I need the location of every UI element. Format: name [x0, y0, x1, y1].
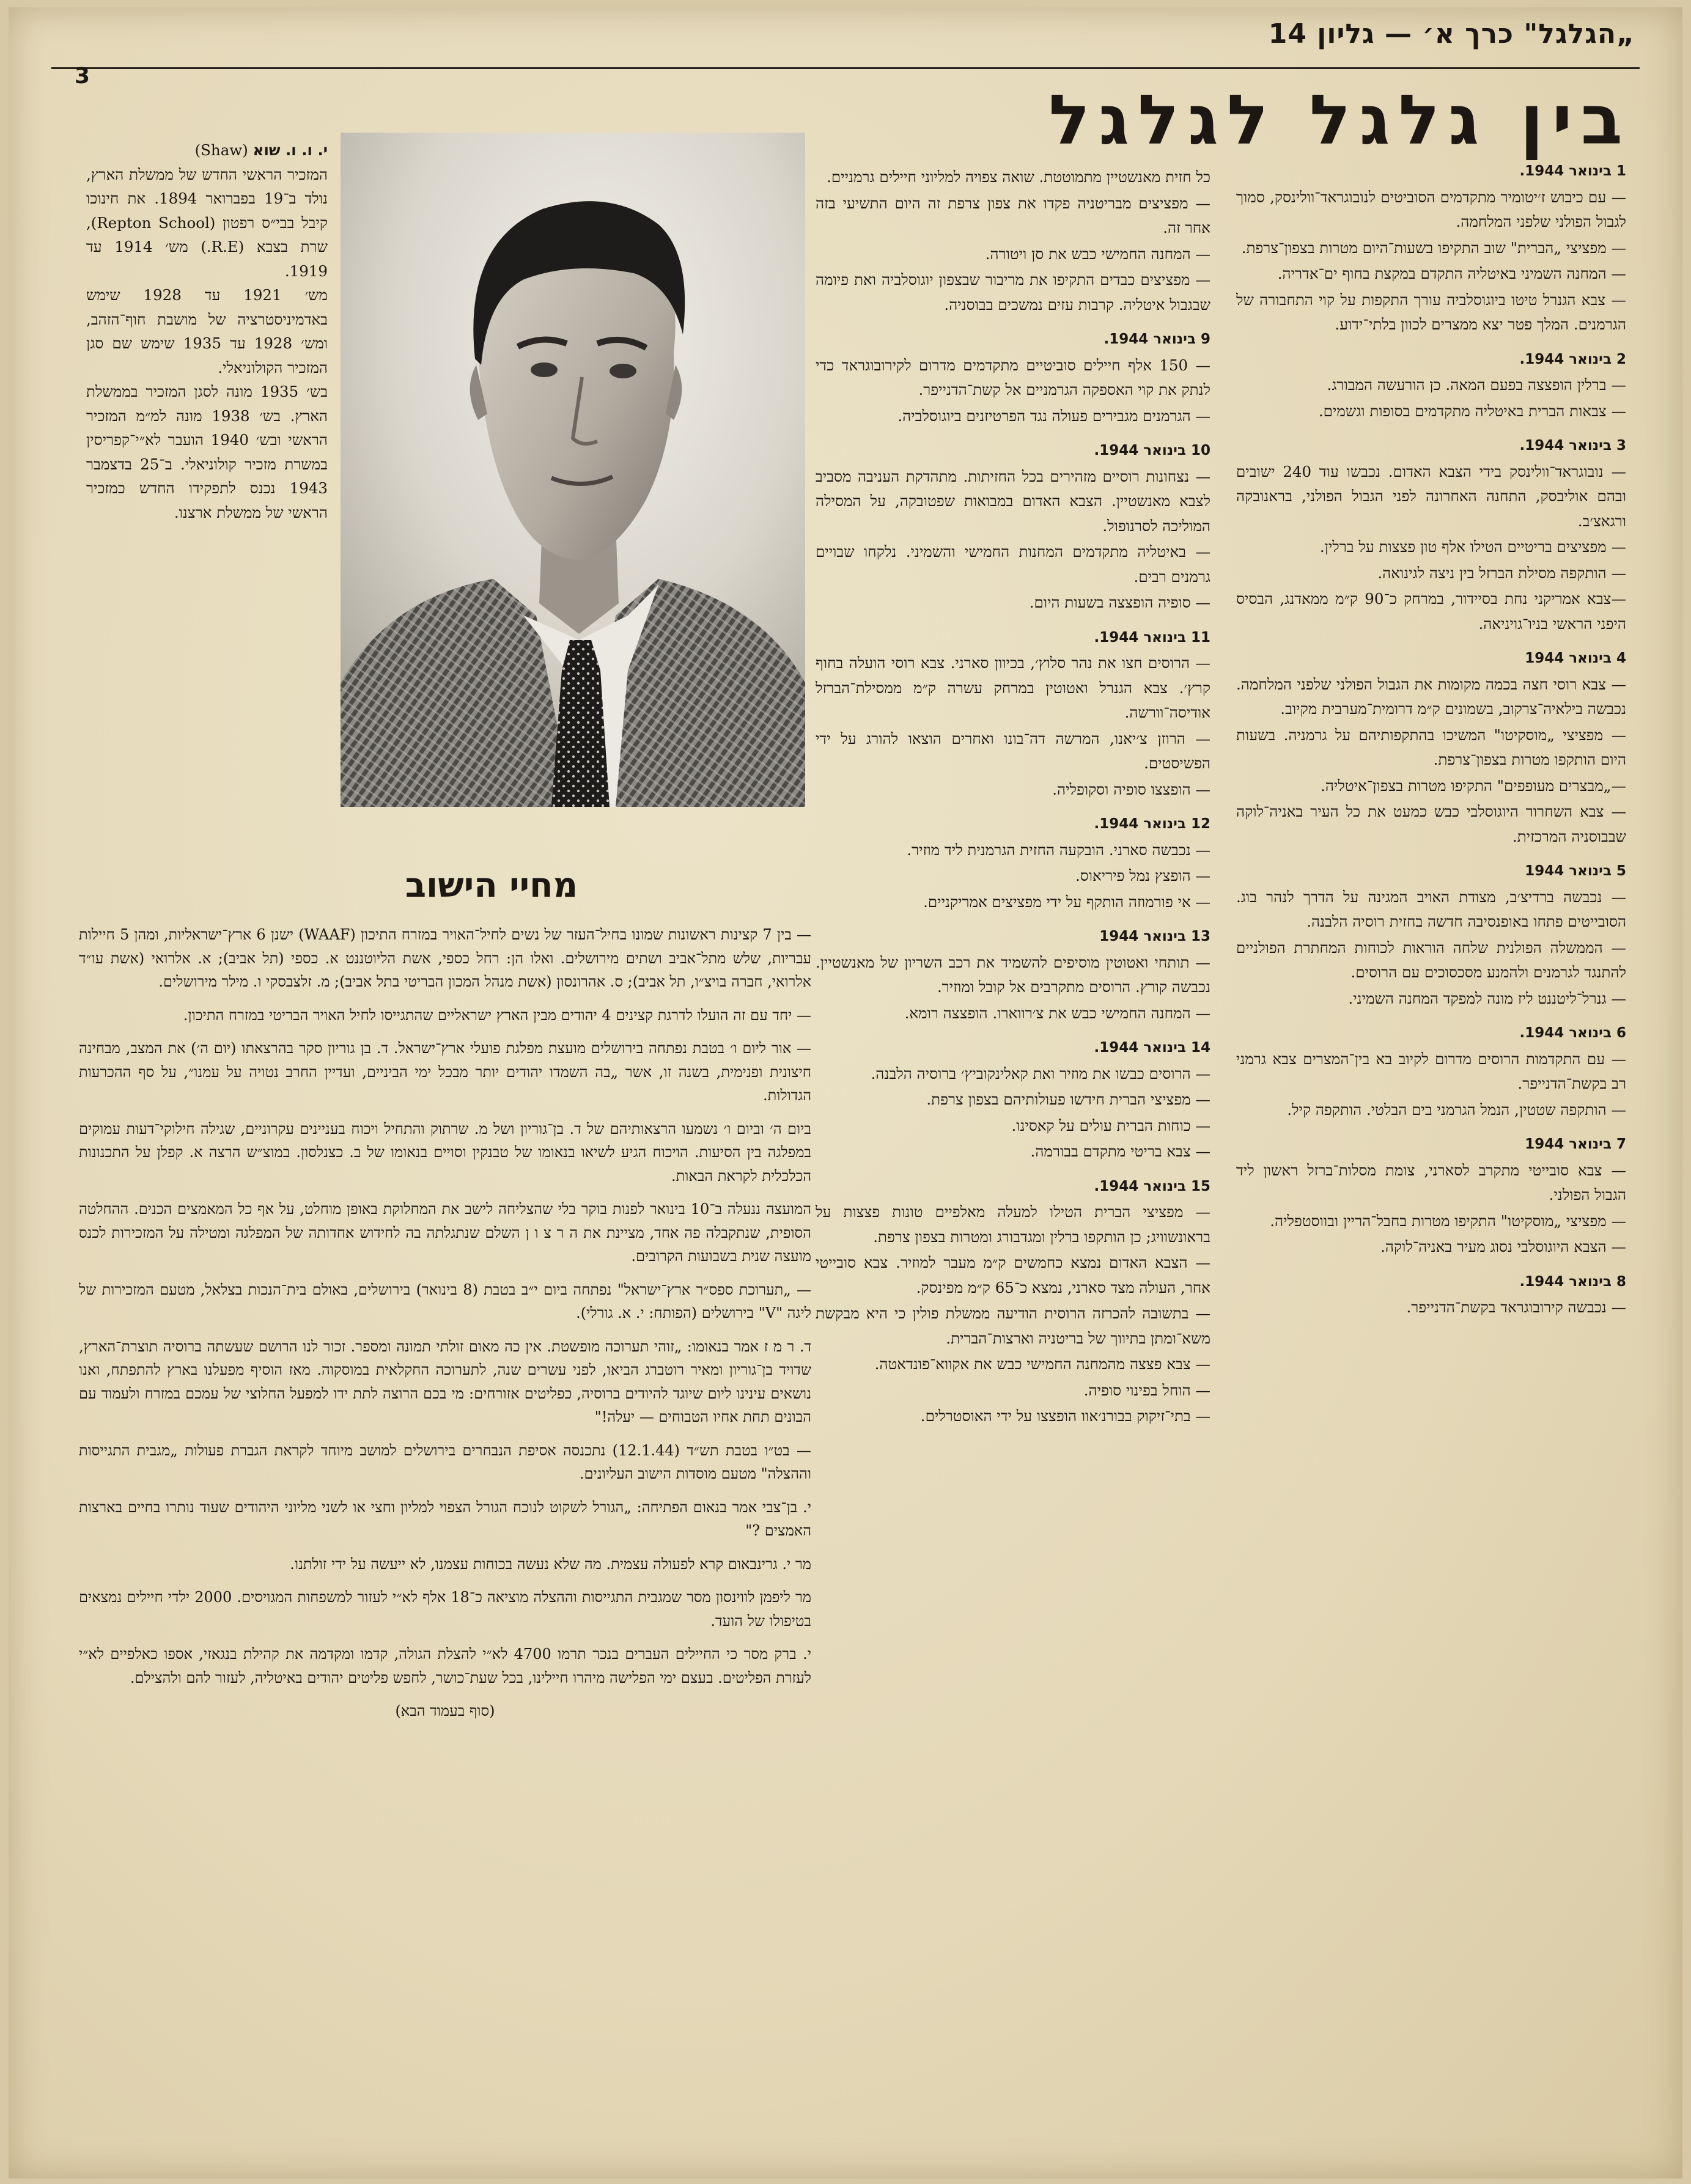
entry-paragraph: — מפציצי „מוסקיטו" התקיפו מטרות בחבל־הריין ובווסטפליה. [1270, 1211, 1626, 1230]
entry-paragraph: — תותחי ואטוטין מוסיפים להשמיד את רכב השריון של מאנשטיין. נכבשה קורץ. הרוסים מתקרבים אל קובל ומוזיר. [816, 953, 1210, 996]
entry-paragraph: — כוחות הברית עולים על קאסינו. [1011, 1116, 1210, 1134]
entry-paragraph: — מפציצי „הברית" שוב התקיפו בשעות־היום מטרות בצפון־צרפת. [1241, 238, 1626, 257]
section-title: מחיי הישוב [405, 866, 578, 905]
news-paragraph: — בין 7 קצינות ראשונות שמונו בחיל־העזר של נשים לחיל־האויר במזרח התיכון (WAAF) ישנן 6 ארץ־ישראליות, ומהן 5 חיילות עבריות, שלש מתל־אביב ושתים מירושלים. ואלו הן: רחל כספי, אשת הליוטננט א. כספי (תל אביב); א. אלרואי (אשת עו״ד אלרואי, חברה בויצ״ו, תל אביב); ס. אהרונסון (אשת מנהל המכון הבריטי בתל אביב); מ. זלצבסקי ו. מילר מירושלים. [79, 926, 811, 990]
entry-date: 11 בינואר 1944. [1094, 629, 1210, 645]
entry-paragraph: — מפציצים מבריטניה פקדו את צפון צרפת זה היום התשיעי בזה אחר זה. [816, 194, 1210, 237]
entry-date: 6 בינואר 1944. [1519, 1025, 1626, 1041]
entry-paragraph: — נכבשה קירובוגראד בקשת־הדנייפר. [1406, 1298, 1626, 1316]
entry-paragraph: כל חזית מאנשטיין מתמוטטת. שואה צפויה למליוני חיילים גרמניים. [827, 168, 1210, 186]
entry-paragraph: — צבא הגנרל טיטו ביוגוסלביה עורך התקפות על קוי התחבורה של הגרמנים. המלך פטר יצא ממצרים לכוון בלתי־ידוע. [1236, 290, 1626, 333]
bio-paragraph: מש׳ 1921 עד 1928 שימש באדמיניסטרציה של מושבת חוף־הזהב, ומש׳ 1928 עד 1935 שימש שם סגן המזכיר הקולוניאלי. [86, 286, 328, 377]
news-paragraph: מר י. גרינבאום קרא לפעולה עצמית. מה שלא נעשה בכוחות עצמנו, לא ייעשה על ידי זולתנו. [290, 1555, 811, 1573]
news-paragraph: מר ליפמן לווינסון מסר שמגבית התגייסות וההצלה מוציאה כ־18 אלף לא״י לעזור למשפחות המגויסים. 2000 ילדי חיילים נמצאים בטיפולו של הועד. [79, 1589, 811, 1630]
news-paragraph: ד. ר מ ז אמר בנאומו: „זוהי תערוכה מופשטת. אין כה מאום זולתי תמונה ומספר. זכור לנו הרושם שעשתה ברוסיה תוצרת־הארץ, שדויד בן־גוריון ומאיר רוטברג הביאו, לפני עשרים שנה, לתערוכה החקלאית במוסקוה. מאז הוסיף מפעלנו בארץ להתפתח, ואנו נושאים עינינו ליום שיוגד להיודים ברוסיה, כפליטים אזורחים: מי בכם הרוצה לתת ידו למפעל החלוצי של עמכם במזרח ולעמוד עם הבונים תחת אחיו הטבוחים — יעלה!" [79, 1337, 811, 1425]
entry-paragraph: — צבא רוסי חצה בכמה מקומות את הגבול הפולני שלפני המלחמה. נכבשה בילאיה־צרקוב, בשמונים ק״מ דרומית־מערבית מקיוב. [1236, 675, 1626, 718]
entry-paragraph: — נכבשה ברדיצ׳ב, מצודת האויב המגינה על הדרך לנהר בוג. הסובייטים פתחו באופנסיבה חדשה בחזית רוסיה הלבנה. [1236, 888, 1626, 930]
entry-paragraph: — מפציצים בריטיים הטילו אלף טון פצצות על ברלין. [1319, 538, 1626, 556]
entry-date: 7 בינואר 1944 [1525, 1136, 1626, 1152]
chronicle-column-middle [816, 165, 1210, 1429]
news-paragraph: — בט״ו בטבת תש״ד (12.1.44) נתכנסה אסיפת הנבחרים בירושלים למושב מיוחד לקראת הגברת פעולות „מגבית התגייסות וההצלה" מטעם מוסדות הישוב העליונים. [79, 1441, 811, 1482]
entry-paragraph: —צבא אמריקני נחת בסיידור, במרחק כ־90 ק״מ ממאדנג, הבסיס היפני הראשי בניו־גויניאה. [1236, 590, 1626, 633]
entry-date: 14 בינואר 1944. [1094, 1040, 1210, 1056]
news-paragraph: — יחד עם זה הועלו לדרגת קצינים 4 יהודים מבין הארץ ישראליים שהתגייסו לחיל האויר הבריטי במזרח התיכון. [183, 1006, 811, 1024]
entry-paragraph: — הרוסים כבשו את מוזיר ואת קאלינקוביץ׳ ברוסיה הלבנה. [871, 1064, 1210, 1083]
entry-paragraph: — הממשלה הפולנית שלחה הוראות לכוחות המחתרת הפולניים להתנגד לגרמנים ולהמנע מסכסוכים עם הרוסים. [1236, 938, 1626, 981]
entry-paragraph: — נכבשה סארני. הובקעה החזית הגרמנית ליד מוזיר. [907, 840, 1210, 859]
running-head: „הגלגל" כרך א׳ — גליון 14 [1268, 18, 1635, 50]
bio-name: י. ו. ו. שוא [252, 141, 328, 159]
bio-name-latin: (Shaw) [194, 141, 248, 159]
entry-paragraph: — צבא בריטי מתקדם בבורמה. [1030, 1142, 1210, 1160]
bio-paragraph: המזכיר הראשי החדש של ממשלת הארץ, נולד ב־19 בפברואר 1894. את חינוכו קיבל בבי״ס רפטון (Repton School), שרת בצבא (R.E.) מש׳ 1914 עד 1919. [86, 165, 328, 280]
bio-name-line [86, 138, 328, 163]
news-paragraph: — „תערוכת ספס״ר ארץ־ישראל" נפתחה ביום י״ב בטבת (8 בינואר) בירושלים, באולם בית־הנכות בצלאל, מטעם המזכירות של ליגה "V" בירושלים (הפותח: י. א. גורלי). [79, 1281, 811, 1322]
chronicle-column-right [1236, 159, 1626, 1320]
entry-date: 8 בינואר 1944. [1519, 1273, 1626, 1290]
entry-paragraph: — המחנה החמישי כבש את צ׳רווארו. הופצצה רומא. [904, 1004, 1210, 1022]
entry-paragraph: — סופיה הופצצה בשעות היום. [1029, 594, 1210, 611]
entry-date: 13 בינואר 1944 [1099, 928, 1210, 944]
bio-paragraph: בש׳ 1935 מונה לסגן המזכיר בממשלת הארץ. בש׳ 1938 מונה למ״מ המזכיר הראשי ובש׳ 1940 הועבר לא״י־קפריסין במשרת מזכיר קולוניאלי. ב־25 בדצמבר 1943 נכנס לתפקידו החדש כמזכיר הראשי של ממשלת ארצנו. [86, 383, 328, 521]
entry-paragraph: — גנרל־ליטננט ליז מונה למפקד המחנה השמיני. [1348, 989, 1626, 1007]
entry-paragraph: — הופצצו סופיה וסקופליה. [1052, 780, 1210, 798]
entry-paragraph: — הותקפה שטטין, הנמל הגרמני בים הבלטי. הותקפה קיל. [1287, 1100, 1626, 1119]
entry-paragraph: — צבאות הברית באיטליה מתקדמים בסופות וגשמים. [1318, 402, 1626, 420]
entry-date: 5 בינואר 1944 [1525, 863, 1626, 879]
entry-paragraph: — אי פורמוזה הותקף על ידי מפציצים אמריקניים. [923, 892, 1210, 911]
entry-paragraph: — הצבא האדום נמצא כחמשים ק״מ מעבר למוזיר. צבא סובייטי אחר, העולה מצד סארני, נמצא כ־65 ק״מ מפינסק. [816, 1254, 1210, 1296]
entry-date: 15 בינואר 1944. [1094, 1178, 1210, 1194]
entry-date: 12 בינואר 1944. [1094, 816, 1210, 832]
entry-paragraph: — מפציצים כבדים התקיפו את מריבור שבצפון יוגוסלביה ואת פיומה שבגבול איטליה. קרבות עזים נמשכים בבוסניה. [816, 271, 1210, 314]
entry-date: 4 בינואר 1944 [1525, 650, 1626, 666]
entry-paragraph: — נצחונות רוסיים מזהירים בכל החזיתות. מתהדקת העניבה מסביב לצבא מאנשטיין. הצבא האדום במבואות שפטובקה, על המסילה המוליכה לסרנופול. [816, 467, 1210, 535]
entry-date: 2 בינואר 1944. [1519, 351, 1626, 367]
entry-date: 9 בינואר 1944. [1103, 331, 1210, 347]
entry-paragraph: — המחנה השמיני באיטליה התקדם במקצת בחוף ים־אדריה. [1277, 265, 1626, 282]
entry-paragraph: — הגרמנים מגבירים פעולה נגד הפרטיזנים ביוגוסלביה. [897, 406, 1210, 425]
entry-date: 10 בינואר 1944. [1094, 443, 1210, 458]
news-paragraph: — אור ליום ו׳ בטבת נפתחה בירושלים מועצת מפלגת פועלי ארץ־ישראל. ד. בן גוריון סקר בהרצאתו (יום ה׳) את המצב, מבחינה חיצונית ופנימית, בשנה זו, אשר „בה השמדו יהודים יותר מבכל ימי הביניים, ועדיין החרב נטויה על עמנו״, על סף ההכרעות הגדולות. [79, 1040, 811, 1104]
entry-paragraph: — הרוסים חצו את נהר סלוץ׳, בכיוון סארני. צבא רוסי הועלה בחוף קרץ׳. צבא הגנרל ואטוטין במרחק עשרה ק״מ ממסילת־הברזל אודיסה־וורשה. [816, 654, 1210, 721]
entry-paragraph: — מפציצי הברית הטילו למעלה מאלפיים טונות פצצות על בראונשוויג; כן הותקפו ברלין ומגדבורג ומטרות בצפון צרפת. [816, 1203, 1210, 1246]
newspaper-page [9, 7, 1682, 2178]
entry-paragraph: — הרוזן צ׳יאנו, המרשה דה־בונו ואחרים הוצאו להורג על ידי הפשיסטים. [816, 729, 1210, 772]
entry-date: 1 בינואר 1944. [1519, 163, 1626, 179]
news-paragraph: ביום ה׳ וביום ו׳ נשמעו הרצאותיהם של ד. בן־גוריון ושל מ. שרתוק והתחיל ויכוח בעניינים עקרוניים, שגילה חילוקי־דעות עמוקים במפלגה בין הסיעות. הויכוח הגיע לשיאו בנאומו של טבנקין וסויים בנאומו של ב. כצנלסון. במוצ״ש הרצה א. קפלן על התכנונות הכלכלית לקראת הבאות. [79, 1120, 811, 1185]
portrait-photo [341, 133, 805, 807]
entry-paragraph: — באיטליה מתקדמים המחנות החמישי והשמיני. נלקחו שבויים גרמנים רבים. [816, 543, 1210, 586]
entry-paragraph: — 150 אלף חיילים סוביטיים מתקדמים מדרום לקירובוגראד כדי לנתק את קוי האספקה הגרמניים אל קשת־הדנייפר. [816, 356, 1210, 399]
continued-note: (סוף בעמוד הבא) [395, 1702, 495, 1719]
bio-column [86, 138, 328, 524]
entry-paragraph: — צבא סובייטי מתקרב לסארני, צומת מסלות־ברזל ראשון ליד הגבול הפולני. [1236, 1161, 1626, 1204]
entry-paragraph: — ברלין הופצצה בפעם המאה. כן הורעשה המבורג. [1327, 376, 1626, 394]
entry-paragraph: —„מבצרים מעופפים" התקיפו מטרות בצפון־איטליה. [1321, 776, 1626, 795]
page-number: 3 [75, 64, 90, 89]
entry-paragraph: — מפציצי הברית חידשו פעולותיהם בצפון צרפת. [926, 1090, 1210, 1108]
entry-paragraph: — בתי־זיקוק בבורנ׳אוו הופצצו על ידי האוסטרלים. [920, 1407, 1210, 1425]
entry-paragraph: — הותקפה מסילת הברזל בין ניצה לגינואה. [1377, 564, 1626, 582]
entry-date: 3 בינואר 1944. [1519, 438, 1626, 454]
news-paragraph: י. ברק מסר כי החיילים העברים בנכר תרמו 4700 לא״י להצלת הגולה, קדמו ומקדמה את קהילת בנגאזי, אספו כאלפיים לא״י לעזרת הפליטים. בעצם ימי הפלישה מיהרו חיילינו, בכל שעת־כושר, לחפש פליטים יהודים באיטליה, לעזור להם ולהצילם. [79, 1645, 811, 1686]
entry-paragraph: — הוחל בפינוי סופיה. [1083, 1381, 1210, 1399]
entry-paragraph: — צבא השחרור היוגוסלבי כבש כמעט את כל העיר באניה־לוקה שבבוסניה המרכזית. [1236, 803, 1626, 845]
header-rule [51, 67, 1640, 69]
news-paragraph: המועצה ננעלה ב־10 בינואר לפנות בוקר בלי שהצליחה לישב את המחלוקת באופן מוחלט, על אף כל המאמצים הכנים. ההחלטה הסופית, שנתקבלה פה אחד, מציינת את ה ר צ ו ן השלם שנתגלתה בה לחידוש אחדותה של המפלגה ומטילה על המזכירות לכנס מועצה שנית בשבועות הקרובים. [79, 1200, 811, 1265]
entry-paragraph: — מפציצי „מוסקיטו" המשיכו בהתקפותיהם על גרמניה. בשעות היום הותקפו מטרות בצפון־צרפת. [1236, 726, 1626, 768]
yishuv-news [79, 923, 811, 1723]
entry-paragraph: — בתשובה להכרזה הרוסית הודיעה ממשלת פולין כי היא מבקשת משא־ומתן בתיווך של בריטניה וארצות־הברית. [816, 1304, 1210, 1347]
entry-paragraph: — נובוגראד־וולינסק בידי הצבא האדום. נכבשו עוד 240 ישובים ובהם אוליבסק, התחנה האחרונה לפני הגבול הפולני, בראנובקה ורגאצ׳ב. [1236, 462, 1626, 530]
entry-paragraph: — הצבא היוגוסלבי נסוג מעיר באניה־לוקה. [1380, 1238, 1626, 1256]
entry-paragraph: — המחנה החמישי כבש את סן ויטורה. [985, 245, 1210, 263]
entry-paragraph: — הופצץ נמל פיריאוס. [1075, 867, 1210, 884]
entry-paragraph: — עם כיבוש ז׳יטומיר מתקדמים הסוביטים לנובוגראד־וולינסק, סמוך לגבול הפולני שלפני המלחמה. [1236, 188, 1626, 230]
entry-paragraph: — צבא פצצה מהמחנה החמישי כבש את אקווא־פונדאטה. [874, 1355, 1210, 1373]
headline: בין גלגל לגלגל [1048, 81, 1631, 160]
entry-paragraph: — עם התקדמות הרוסים מדרום לקיוב בא בין־המצרים צבא גרמני רב בקשת־הדנייפר. [1236, 1050, 1626, 1092]
news-paragraph: י. בן־צבי אמר בנאום הפתיחה: „הגורל לשקוט לנוכח הגורל הצפוי למליון וחצי או לשני מליוני היהודים שעוד נותרו בחיים בארצות האמצים ?" [79, 1498, 811, 1539]
